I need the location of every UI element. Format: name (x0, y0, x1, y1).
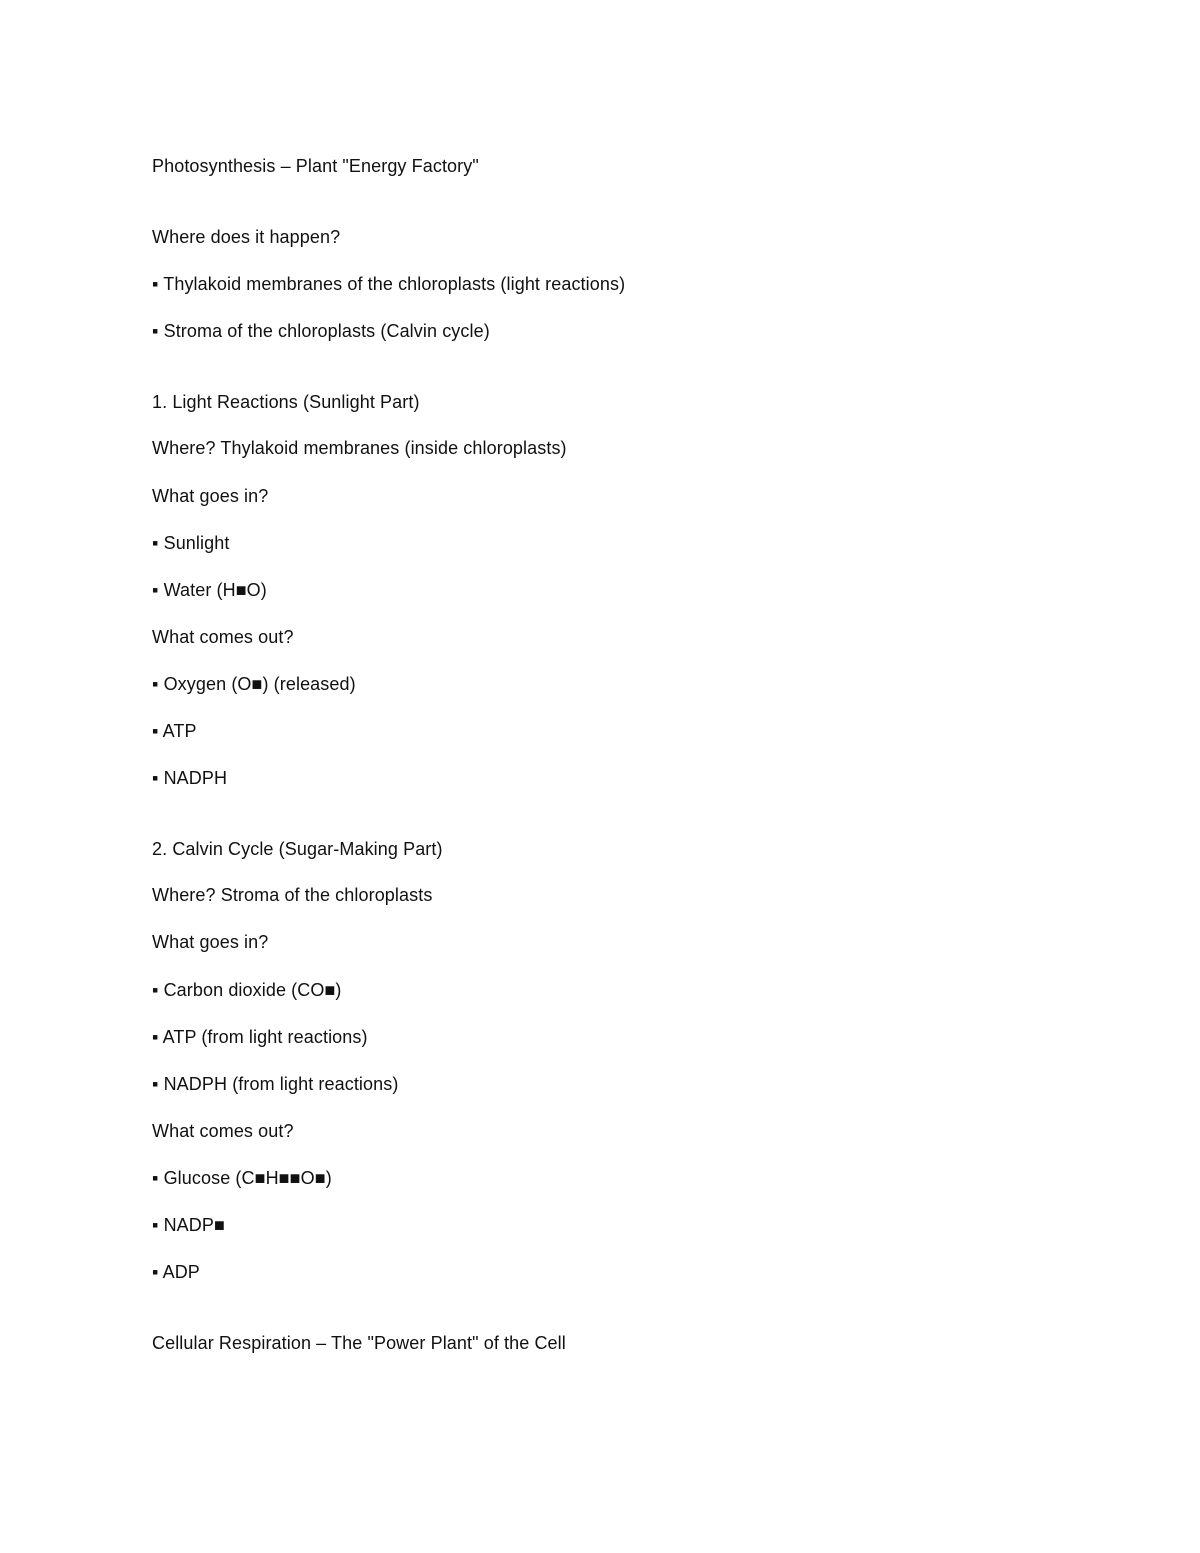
outputs-heading: What comes out? (152, 627, 294, 647)
list-item: ▪ Oxygen (O■) (released) (152, 674, 356, 694)
list-item: ▪ NADP■ (152, 1215, 225, 1235)
page-title: Photosynthesis – Plant "Energy Factory" (152, 156, 479, 176)
section-heading-light-reactions: 1. Light Reactions (Sunlight Part) (152, 392, 420, 412)
list-item: ▪ Water (H■O) (152, 580, 267, 600)
list-item: ▪ NADPH (152, 768, 228, 788)
section-heading-calvin-cycle: 2. Calvin Cycle (Sugar-Making Part) (152, 839, 443, 859)
list-item: ▪ Glucose (C■H■■O■) (152, 1168, 332, 1188)
list-item: ▪ Carbon dioxide (CO■) (152, 980, 342, 1000)
section-where: Where? Thylakoid membranes (inside chloroplasts) (152, 438, 567, 458)
outputs-heading: What comes out? (152, 1121, 294, 1141)
where-heading: Where does it happen? (152, 227, 341, 247)
list-item: ▪ Sunlight (152, 533, 230, 553)
inputs-heading: What goes in? (152, 932, 269, 952)
next-section-title: Cellular Respiration – The "Power Plant" of the Cell (152, 1333, 566, 1353)
list-item: ▪ NADPH (from light reactions) (152, 1074, 399, 1094)
section-where: Where? Stroma of the chloroplasts (152, 885, 433, 905)
list-item: ▪ Thylakoid membranes of the chloroplasts (light reactions) (152, 274, 626, 294)
list-item: ▪ ADP (152, 1262, 200, 1282)
list-item: ▪ Stroma of the chloroplasts (Calvin cycle) (152, 321, 490, 341)
list-item: ▪ ATP (152, 721, 197, 741)
inputs-heading: What goes in? (152, 486, 269, 506)
list-item: ▪ ATP (from light reactions) (152, 1027, 368, 1047)
